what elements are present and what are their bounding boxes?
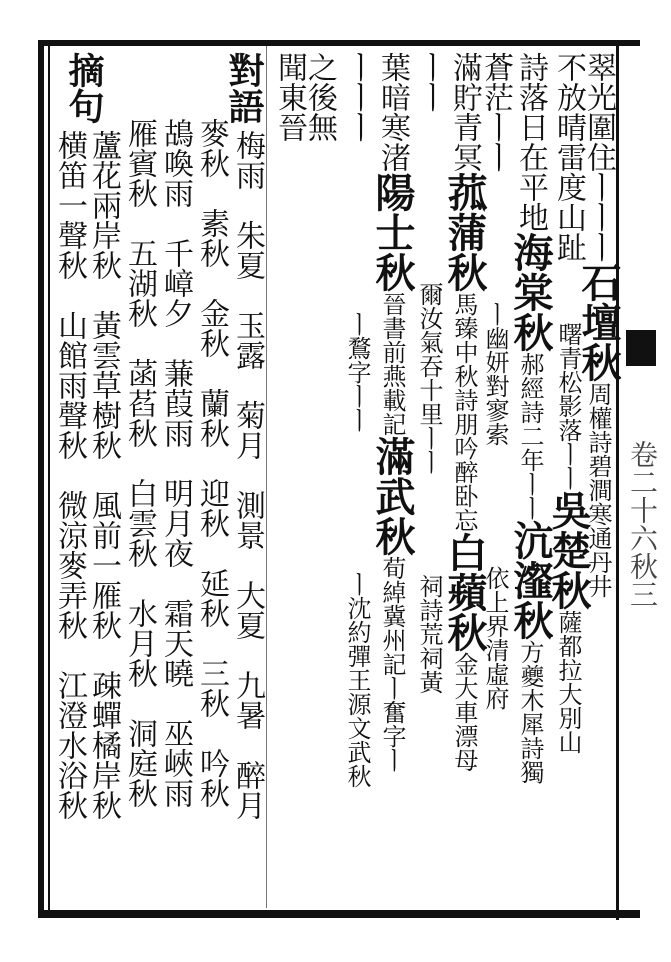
- entry-note: 爾汝氣吞十里ㅣㅣ: [415, 282, 443, 474]
- duiyu-terms: 麥秋 素秋 金秋 蘭秋 迎秋 延秋 三秋 吟秋: [194, 118, 229, 808]
- inner-left-border: [48, 40, 50, 918]
- duiyu-column: [158, 118, 193, 808]
- top-border: [40, 40, 640, 46]
- entry-note: 曙青松影落ㅣㅣ: [554, 322, 582, 490]
- entry-heading: 菰蒲秋: [441, 172, 488, 292]
- entry-note: 晉書前燕載記: [378, 292, 406, 436]
- bottom-border: [40, 910, 640, 918]
- column-text: 蒼茫ㅣㅣ: [478, 52, 513, 172]
- entry-heading: 吳楚秋: [545, 490, 592, 610]
- entry-heading: 石壇秋: [575, 262, 622, 382]
- zhaiju-column: [86, 130, 121, 820]
- entry-note: 方夔木犀詩獨: [516, 640, 544, 784]
- column-text: 葉暗寒渚: [375, 52, 410, 172]
- section-heading-zhaiju: 摘句: [63, 52, 105, 124]
- section-heading-duiyu: 對語: [223, 52, 265, 124]
- text-column: [302, 52, 337, 142]
- column-text: 滿貯青冥: [447, 52, 482, 172]
- column-text: 不放晴雷度山趾: [551, 52, 586, 262]
- entry-note: 祠詩荒祠黃: [415, 574, 443, 694]
- zhaiju-lines: 横笛一聲秋 山館雨聲秋 微涼麥弄秋 江澄水浴秋: [52, 130, 87, 820]
- left-border: [38, 40, 44, 918]
- duiyu-column: [194, 118, 229, 808]
- entry-heading: 白蘋秋: [441, 532, 488, 652]
- duiyu-column: [122, 118, 157, 808]
- column-text: ㅣㅣ: [412, 52, 447, 112]
- text-column: [412, 52, 447, 694]
- column-text: ㅣㅣㅣ: [340, 52, 375, 142]
- column-text: 翠光圍住ㅣㅣㅣ: [581, 52, 616, 262]
- duiyu-terms: 鴣喚雨 千嶂夕 蒹葭雨 明月夜 霜天曉 巫峽雨: [158, 118, 193, 808]
- column-divider: [266, 46, 267, 908]
- text-column: [369, 52, 416, 772]
- text-column: [441, 52, 488, 772]
- entry-note: 郝經詩二年ㅣㅣ: [516, 352, 544, 520]
- text-column: [507, 52, 554, 784]
- zhaiju-lines: 蘆花兩岸秋 黃雲草樹秋 風前一雁秋 疎蟬橘岸秋: [86, 130, 121, 820]
- duiyu-terms: 雁賓秋 五湖秋 菡萏秋 白雲秋 水月秋 洞庭秋: [122, 118, 157, 808]
- text-column: [545, 52, 592, 754]
- zhaiju-column: [63, 52, 105, 124]
- zhaiju-column: [52, 130, 87, 820]
- column-text: 聞東晉: [272, 52, 307, 142]
- text-column: [272, 52, 307, 142]
- entry-heading: 海棠秋: [507, 232, 554, 352]
- margin-label: 卷二十六秋三: [626, 440, 659, 608]
- duiyu-column: [223, 52, 265, 124]
- entry-note: 金大車漂母: [450, 652, 478, 772]
- entry-note: 依上界清虛府: [481, 566, 509, 710]
- column-text: 之後無: [302, 52, 337, 142]
- entry-note: 荀綽冀州記ㅣ奮字ㅣ: [378, 556, 406, 772]
- entry-note: ㅣ鶩字ㅣㅣ: [343, 312, 371, 432]
- entry-note: 薩都拉大別山: [554, 610, 582, 754]
- duiyu-terms: 梅雨 朱夏 玉露 菊月 測景 大夏 九暑 醉月: [230, 130, 265, 820]
- entry-note: ㅣ幽妍對寥索: [481, 302, 509, 446]
- fishtail-mark: [626, 330, 656, 366]
- entry-note: ㅣ沈約彈王源文武秋: [343, 572, 371, 788]
- entry-note: 周權詩碧澗寒通丹井: [584, 382, 612, 598]
- text-column: [340, 52, 375, 788]
- page-margin-strip: [622, 40, 662, 920]
- entry-note: 馬臻中秋詩朋吟醉卧忘: [450, 292, 478, 532]
- entry-heading: 陽士秋: [369, 172, 416, 292]
- entry-heading: 沆瀣秋: [507, 520, 554, 640]
- entry-heading: 滿武秋: [369, 436, 416, 556]
- column-text: 詩落日在平地: [513, 52, 548, 232]
- duiyu-column: [230, 130, 265, 820]
